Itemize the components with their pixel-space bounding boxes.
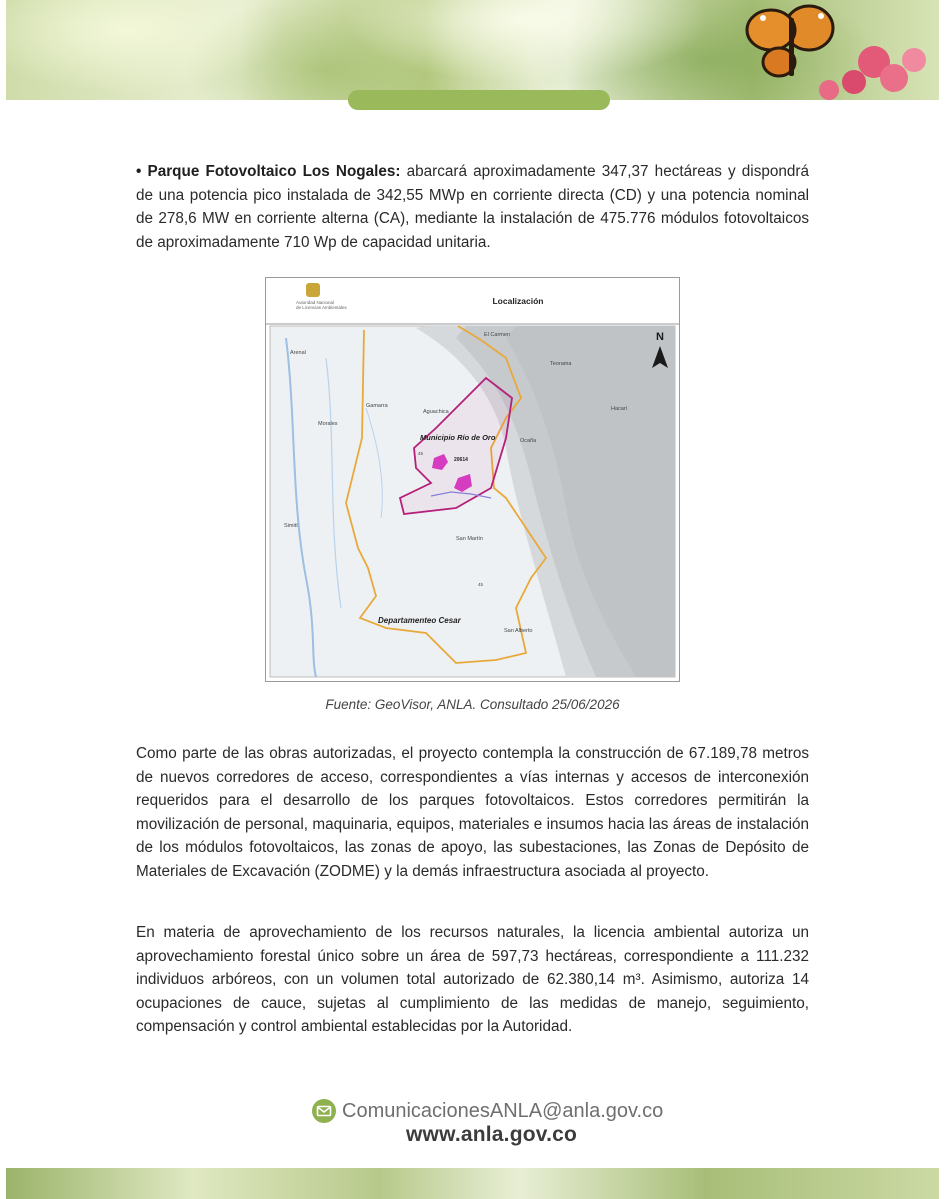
svg-text:N: N bbox=[656, 331, 664, 343]
svg-text:Teorama: Teorama bbox=[550, 361, 572, 367]
svg-text:de Licencias Ambientales: de Licencias Ambientales bbox=[296, 305, 347, 310]
footer-email-text[interactable]: ComunicacionesANLA@anla.gov.co bbox=[342, 1099, 664, 1122]
svg-text:El Carmen: El Carmen bbox=[484, 332, 510, 338]
butterfly-flowers-illustration bbox=[709, 0, 939, 100]
map-svg bbox=[266, 278, 679, 681]
svg-text:Morales: Morales bbox=[318, 421, 338, 427]
svg-text:Simití: Simití bbox=[284, 523, 298, 529]
paragraph-nogales-heading: • Parque Fotovoltaico Los Nogales: bbox=[136, 163, 401, 180]
header-banner bbox=[6, 0, 939, 100]
location-map bbox=[265, 277, 680, 682]
paragraph-corridors: Como parte de las obras autorizadas, el proyecto contempla la construcción de 67.189,78 metros de nuevos corredores de acceso, correspondientes a vías internas y accesos de interconexión requeridos para el desarrollo de los parques fotovoltaicos. Estos corredores permitirán la movilización de personal, maquinaria, equipos, materiales e insumos hacia las áreas de instalación de los módulos fotovoltaicos, las zonas de apoyo, las subestaciones, las Zonas de Depósito de Materiales de Excavación (ZODME) y la demás infraestructura asociada al proyecto. bbox=[136, 745, 809, 880]
svg-text:San Alberto: San Alberto bbox=[504, 628, 533, 634]
svg-text:San Martín: San Martín bbox=[456, 536, 483, 542]
footer-banner bbox=[6, 1168, 939, 1199]
svg-text:Gamarra: Gamarra bbox=[366, 403, 388, 409]
paragraph-forestry: En materia de aprovechamiento de los recursos naturales, la licencia ambiental autoriza un aprovechamiento forestal único sobre un área de 597,73 hectáreas, correspondiente a 111.232 individuos arbóreos, con un volumen total autorizado de 62.380,14 m³. Asimismo, autoriza 14 ocupaciones de cauce, sujetas al cumplimiento de las medidas de manejo, seguimiento, compensación y control ambiental establecidas por la Autoridad. bbox=[136, 924, 809, 1035]
map-caption: Fuente: GeoVisor, ANLA. Consultado 25/06/2026 bbox=[325, 697, 620, 712]
svg-text:Municipio Río de Oro: Municipio Río de Oro bbox=[420, 433, 496, 442]
svg-text:Aguachica: Aguachica bbox=[423, 409, 449, 415]
header-pill bbox=[348, 90, 610, 110]
svg-text:Departamenteo Cesar: Departamenteo Cesar bbox=[378, 616, 461, 625]
email-icon bbox=[312, 1099, 336, 1123]
footer-website[interactable]: www.anla.gov.co bbox=[406, 1123, 578, 1146]
svg-text:Autoridad Nacional: Autoridad Nacional bbox=[296, 300, 335, 305]
svg-text:Arenal: Arenal bbox=[290, 350, 306, 356]
svg-text:Hacarí: Hacarí bbox=[611, 406, 628, 412]
footer-email[interactable] bbox=[312, 1097, 663, 1125]
paragraph-nogales-body: abarcará aproximadamente 347,37 hectáreas y dispondrá de una potencia pico instalada de 342,55 MWp en corriente directa (CD) y una potencia nominal de 278,6 MW en corriente alterna (CA), mediante la instalación de 475.776 módulos fotovoltaicos de aproximadamente 710 Wp de capacidad unitaria. bbox=[136, 163, 809, 251]
svg-text:45: 45 bbox=[418, 451, 424, 456]
svg-text:20614: 20614 bbox=[454, 457, 468, 463]
svg-text:45: 45 bbox=[478, 582, 484, 587]
paragraph-nogales bbox=[136, 160, 809, 254]
svg-text:Ocaña: Ocaña bbox=[520, 438, 537, 444]
map-title: Localización bbox=[492, 296, 544, 306]
